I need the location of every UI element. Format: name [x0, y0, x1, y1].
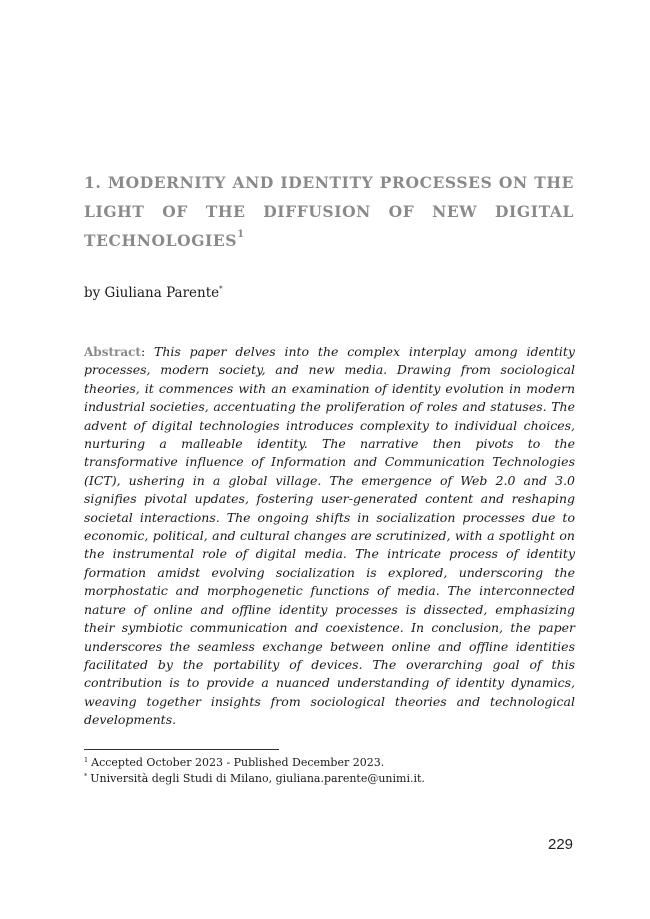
- footnote-1-marker: 1: [84, 756, 89, 764]
- author-name: by Giuliana Parente: [84, 285, 220, 301]
- title-line-1: 1. MODERNITY AND IDENTITY PROCESSES ON THE: [84, 173, 574, 192]
- footnotes: [84, 755, 425, 787]
- footnote-1-text: Accepted October 2023 - Published December 2023.: [91, 756, 385, 769]
- footnote-2: [84, 771, 425, 787]
- abstract-text: This paper delves into the complex interplay among identity processes, modern society, and new media. Drawing from sociological theories, it commences with an examination of identity evolution in modern industrial societies, accentuating the proliferation of roles and statuses. The advent of digital technologies introduces complexity to individual choices, nurturing a malleable identity. The narrative then pivots to the transformative influence of Information and Communication Technologies (ICT), ushering in a global village. The emergence of Web 2.0 and 3.0 signifies pivotal updates, fostering user-generated content and reshaping societal interactions. The ongoing shifts in socialization processes due to economic, political, and cultural changes are scrutinized, with a spotlight on the instrumental role of digital media. The intricate process of identity formation amidst evolving socialization is explored, underscoring the morphostatic and morphogenetic functions of media. The interconnected nature of online and offline identity processes is dissected, emphasizing their symbiotic communication and coexistence. In conclusion, the paper underscores the seamless exchange between online and offline identities facilitated by the portability of devices. The overarching goal of this contribution is to provide a nuanced understanding of identity dynamics, weaving together insights from sociological theories and technological developments.: [84, 344, 575, 728]
- abstract-label: Abstract: [84, 345, 141, 359]
- footnote-1: [84, 755, 425, 771]
- footnote-divider: [84, 749, 279, 750]
- page-number: 229: [548, 836, 574, 853]
- abstract: [84, 343, 575, 730]
- author-footnote-marker: *: [219, 285, 223, 293]
- title-line-3: [84, 226, 574, 255]
- title-line-3-text: TECHNOLOGIES: [84, 231, 238, 250]
- abstract-separator: :: [140, 344, 146, 359]
- footnote-2-marker: *: [84, 772, 88, 780]
- footnote-2-text: Università degli Studi di Milano, giuliana.parente@unimi.it.: [90, 772, 425, 785]
- title-line-2: LIGHT OF THE DIFFUSION OF NEW DIGITAL: [84, 202, 574, 221]
- author-byline: [84, 285, 223, 301]
- paper-title: [84, 168, 574, 255]
- title-footnote-marker: 1: [237, 229, 245, 240]
